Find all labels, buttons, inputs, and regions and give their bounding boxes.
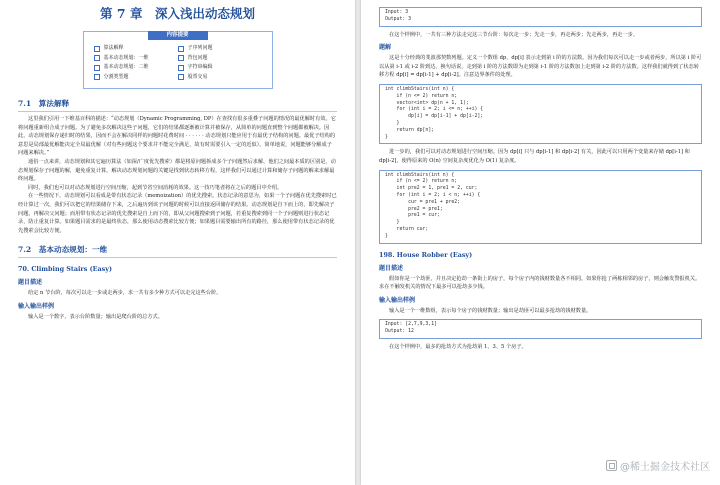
square-bullet-icon	[178, 55, 184, 61]
toc-item[interactable]: 字符串编辑	[178, 63, 262, 73]
toc-box	[83, 31, 273, 89]
juejin-logo-icon	[606, 460, 617, 471]
section-title: 7.1 算法解释	[18, 98, 337, 112]
section-title: 7.2 基本动态规划：一维	[18, 244, 337, 258]
watermark: @稀土掘金技术社区	[606, 458, 710, 473]
paragraph: 同时，我们也可以对动态规划进行空间压缩，起到节省空间消耗的效果。这一技巧笔者将在之后的题目中介绍。	[28, 184, 283, 191]
toc-item[interactable]: 股票交易	[178, 73, 262, 83]
chapter-title: 第 7 章 深入浅出动态规划	[100, 6, 255, 21]
toc-item[interactable]: 分割类型题	[94, 73, 178, 83]
paragraph: 这是十分经典的斐波那契数列题。定义一个数组 dp，dp[i] 表示走到第 i 阶的方法数。因为我们每次可以走一步或者两步，所以第 i 阶可以从第 i-1 或 i-2 阶到达。换句话说，走到第 i 阶的方法数即为走到第 i-1 阶的方法数加上走到第 i-2 阶的方法数。这样我们就得到了状态转移方程 dp[i] = dp[i-1] + dp[i-2]。注意边界条件的处理。	[379, 55, 702, 79]
right-page	[361, 0, 720, 485]
toc-item[interactable]: 基本动态规划：一维	[94, 54, 178, 64]
problem-title: 70. Climbing Stairs (Easy)	[18, 265, 112, 274]
subsection-title: 输入输出样例	[18, 302, 55, 310]
paragraph: 在这个样例中，最多的抢劫方式为抢劫第 1、3、5 个房子。	[389, 343, 527, 350]
paragraph: 在一些情况下，动态规划可以看成是带有状态记录（memoization）的优先搜索。状态记录的意思为，如果一个子问题在优先搜索时已经计算过一次，我们可以把它的结果储存下来，之后遍历到该子问题的时候可以直接返回储存的结果。动态规划是自下而上的，即先解决子问题，再解决父问题；而用带有状态记录的优先搜索是自上而下的，即从父问题搜索到子问题，若重复搜索到同一个子问题则进行状态记录，防止重复计算。如果题目需求的是最终状态，那么使用动态搜索比较方便；如果题目需要输出所有的路径，那么使用带有状态记录的优先搜索会比较方便。	[18, 193, 337, 234]
paragraph: 进一步的，我们可以对动态规划进行空间压缩。因为 dp[i] 只与 dp[i-1] 和 dp[i-2] 有关，因此可以只用两个变量来存储 dp[i-1] 和 dp[i-2]，使得原来的 O(n) 空间复杂度优化为 O(1) 复杂度。	[379, 149, 690, 164]
square-bullet-icon	[178, 74, 184, 80]
toc-item[interactable]: 算法解释	[94, 44, 178, 54]
paragraph: 给定 n 节台阶，每次可以走一步或走两步，求一共有多少种方式可以走完这些台阶。	[28, 290, 222, 297]
subsection-title: 题解	[379, 44, 392, 52]
toc-item[interactable]: 基本动态规划：二维	[94, 63, 178, 73]
toc-item[interactable]: 子序列问题	[178, 44, 262, 54]
square-bullet-icon	[178, 65, 184, 71]
square-bullet-icon	[94, 46, 100, 52]
toc-column-1	[94, 44, 178, 82]
paragraph: 假如你是一个劫匪，并且决定抢劫一条街上的房子，每个房子内的钱财数量各不相同。如果你抢了两栋相邻的房子，则会触发警报机关。求在不触发机关的情况下最多可以抢劫多少钱。	[379, 275, 701, 291]
toc-heading: 内容提要	[148, 31, 208, 40]
square-bullet-icon	[94, 65, 100, 71]
toc-item[interactable]: 背包问题	[178, 54, 262, 64]
paragraph: 输入是一个数字，表示台阶数量；输出是爬台阶的总方式。	[28, 313, 163, 320]
subsection-title: 输入输出样例	[379, 296, 416, 304]
code-block: Input: 3 Output: 3	[379, 7, 702, 27]
code-block: Input: [2,7,9,3,1] Output: 12	[379, 319, 702, 339]
problem-title: 198. House Robber (Easy)	[379, 250, 473, 259]
paragraph: 输入是一个一维数组，表示每个房子的钱财数量；输出是劫匪可以最多抢劫的钱财数量。	[389, 307, 592, 314]
paragraph: 在这个样例中，一共有三种方法走完这三节台阶：每次走一步；先走一步，再走两步；先走两步，再走一步。	[389, 31, 639, 38]
square-bullet-icon	[94, 74, 100, 80]
left-page	[0, 0, 355, 485]
square-bullet-icon	[178, 46, 184, 52]
paragraph: 这里我们引用一下维基百科的描述：“动态规划（Dynamic Programming, DP）在查找有很多重叠子问题的情况的最优解时有效。它将问题重新组合成子问题。为了避免多次解决这些子问题，它们的结果都逐渐被计算并被保存，从简单的问题直到整个问题都被解决。因此，动态规划保存递归时的结果，因而不会在解决同样的问题时花费时间 · · · · · · 动态规划只能应用于有最优子结构的问题。最优子结构的意思是局部最优解能决定全局最优解（对有些问题这个要求并不能完全满足，故有时需要引入一定的近似）。简单地说，问题能够分解成子问题来解决。”	[18, 116, 336, 157]
paragraph: 通俗一点来讲，动态规划和其它遍历算法（如深/广度优先搜索）都是将原问题拆成多个子问题然后求解，他们之间最本质的区别是，动态规划保存子问题的解，避免重复计算。解决动态规划问题的关键是找到状态转移方程，这样我们可以通过计算和储存子问题的解来求解最终问题。	[18, 158, 336, 183]
code-block: int climbStairs(int n) { if (n <= 2) return n; vector<int> dp(n + 1, 1); for (int i = 2; i <= n; ++i) { dp[i] = dp[i-1] + dp[i-2]; } return dp[n]; }	[379, 84, 702, 144]
subsection-title: 题目描述	[18, 279, 43, 287]
subsection-title: 题目描述	[379, 264, 404, 272]
square-bullet-icon	[94, 55, 100, 61]
toc-column-2	[178, 44, 262, 82]
code-block: int climbStairs(int n) { if (n <= 2) return n; int pre2 = 1, pre1 = 2, cur; for (int i = 2; i < n; ++i) { cur = pre1 + pre2; pre2 = pre1; pre1 = cur; } return cur; }	[379, 170, 702, 244]
